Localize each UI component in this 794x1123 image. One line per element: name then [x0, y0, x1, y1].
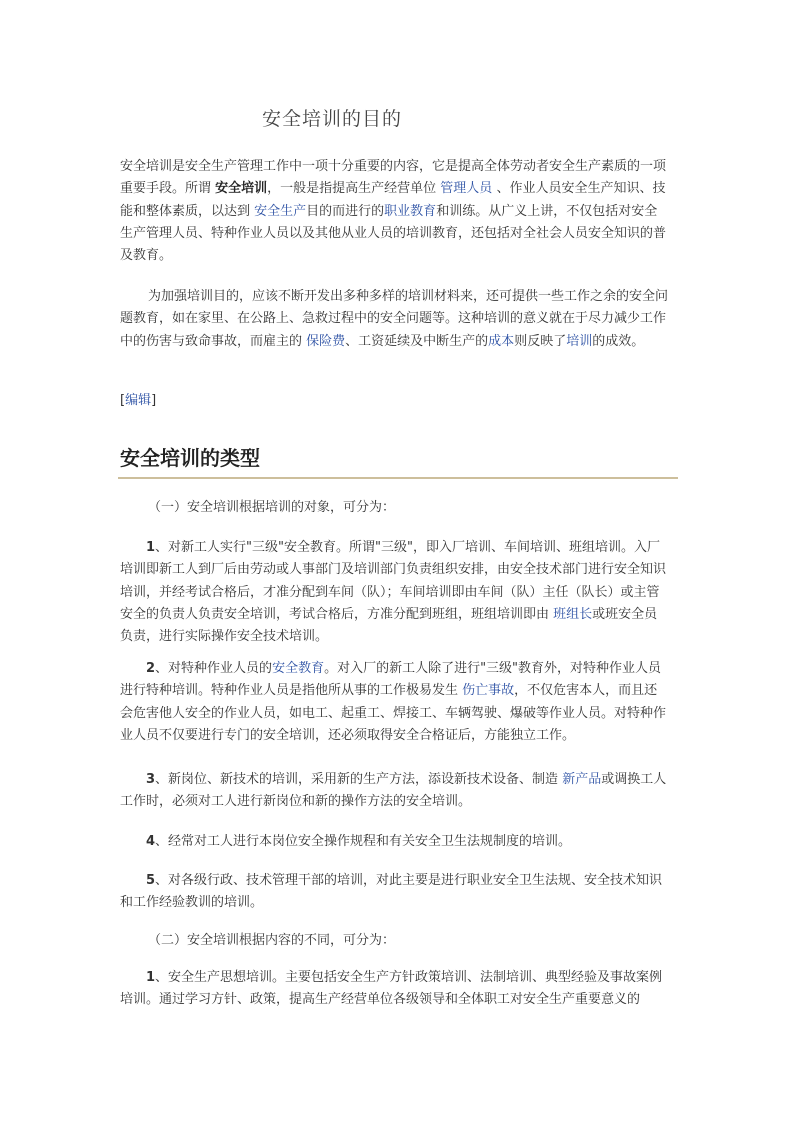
text: ，不仅危害本人，而且还会危害他人安全的作业人员，如电工、起重工、焊接工、车辆驾驶、爆破等作业人员。对特种作业人员不仅要进行专门的安全培训，还必须取得安全合格证后，方能独立工作。: [120, 683, 667, 743]
link-management-staff[interactable]: 管理人员: [440, 181, 493, 197]
text: 。对入厂的新工人除了进行"三级"教育外，对特种作业人员进行特种培训。特种作业人员是指他所从事的工作极易发生: [120, 661, 662, 699]
link-cost[interactable]: 成本: [488, 333, 515, 349]
link-vocational-education[interactable]: 职业教育: [384, 203, 437, 219]
text: 、新岗位、新技术的培训，采用新的生产方法，添设新技术设备、制造: [155, 772, 563, 787]
link-team-leader[interactable]: 班组长: [553, 606, 593, 622]
list-item: [120, 831, 668, 853]
text: 、经常对工人进行本岗位安全操作规程和有关安全卫生法规制度的培训。: [155, 834, 572, 849]
text: 安全培训是安全生产管理工作中一项十分重要的内容，它是提高全体劳动者安全生产素质的一项重要手段。所谓: [120, 159, 667, 197]
purpose-paragraph: [120, 286, 668, 353]
bold-term: 安全培训: [215, 181, 268, 197]
link-casualty-accident[interactable]: 伤亡事故: [462, 683, 515, 699]
list-item: [120, 769, 668, 814]
item-number: 5: [146, 873, 156, 888]
link-safety-education[interactable]: 安全教育: [272, 661, 325, 676]
item-number: 1: [146, 540, 156, 555]
link-new-product[interactable]: 新产品: [562, 772, 602, 787]
item-number: 3: [146, 772, 156, 787]
document-title: 安全培训的目的: [262, 108, 403, 130]
bracket: ]: [151, 393, 157, 408]
subsection-heading-1: （一）安全培训根据培训的对象，可分为：: [148, 500, 396, 515]
text: 的成效。: [592, 333, 645, 349]
list-item: [120, 870, 668, 915]
text: 、作业人员安全生产知识、技能和整体素质，以达到: [120, 181, 666, 219]
item-number: 1: [146, 970, 156, 985]
text: 目的而进行的: [306, 203, 385, 219]
bracket: [: [120, 393, 126, 408]
text: ，一般是指提高生产经营单位: [267, 181, 441, 197]
link-training[interactable]: 培训: [566, 333, 593, 349]
text: 、对新工人实行"三级"安全教育。所谓"三级"，即入厂培训、车间培训、班组培训。入厂培训即新工人到厂后由劳动或人事部门及培训部门负责组织安排，由安全技术部门进行安全知识培训，并经考试合格后，才准分配到车间（队）；车间培训即由车间（队）主任（队长）或主管安全的负责人负责安全培训，考试合格后，方准分配到班组，班组培训即由: [120, 540, 667, 622]
text: 则反映了: [514, 333, 567, 349]
section-divider: [118, 477, 678, 479]
subsection-heading-2: （二）安全培训根据内容的不同，可分为：: [148, 933, 396, 948]
text: 、对特种作业人员的: [155, 661, 273, 676]
item-number: 4: [146, 834, 156, 849]
section-heading: 安全培训的类型: [120, 446, 260, 470]
text: 或班安全员负责，进行实际操作安全技术培训。: [120, 606, 658, 645]
text: 、安全生产思想培训。主要包括安全生产方针政策培训、法制培训、典型经验及事故案例培训。通过学习方针、政策，提高生产经营单位各级领导和全体职工对安全生产重要意义的: [120, 970, 663, 1008]
list-item: [120, 658, 668, 747]
text: 为加强培训目的，应该不断开发出多种多样的培训材料来，还可提供一些工作之余的安全问题教育，如在家里、在公路上、急救过程中的安全问题等。这种培训的意义就在于尽力减少工作中的伤害与致命事故，而雇主的: [120, 289, 669, 349]
text: 和训练。从广义上讲，不仅包括对安全生产管理人员、特种作业人员以及其他从业人员的培训教育，还包括对全社会人员安全知识的普及教育。: [120, 203, 667, 264]
edit-link[interactable]: 编辑: [125, 393, 152, 408]
text: 或调换工人工作时，必须对工人进行新岗位和新的操作方法的安全培训。: [120, 772, 667, 810]
text: 、对各级行政、技术管理干部的培训，对此主要是进行职业安全卫生法规、安全技术知识和工作经验教训的培训。: [120, 873, 663, 911]
text: 、工资延续及中断生产的: [345, 333, 489, 349]
intro-paragraph: [120, 156, 668, 267]
link-insurance[interactable]: 保险费: [306, 333, 346, 349]
link-safety-production[interactable]: 安全生产: [254, 203, 307, 219]
item-number: 2: [146, 661, 156, 676]
list-item: [120, 537, 668, 648]
list-item: [120, 967, 668, 1012]
edit-section: [120, 390, 156, 412]
